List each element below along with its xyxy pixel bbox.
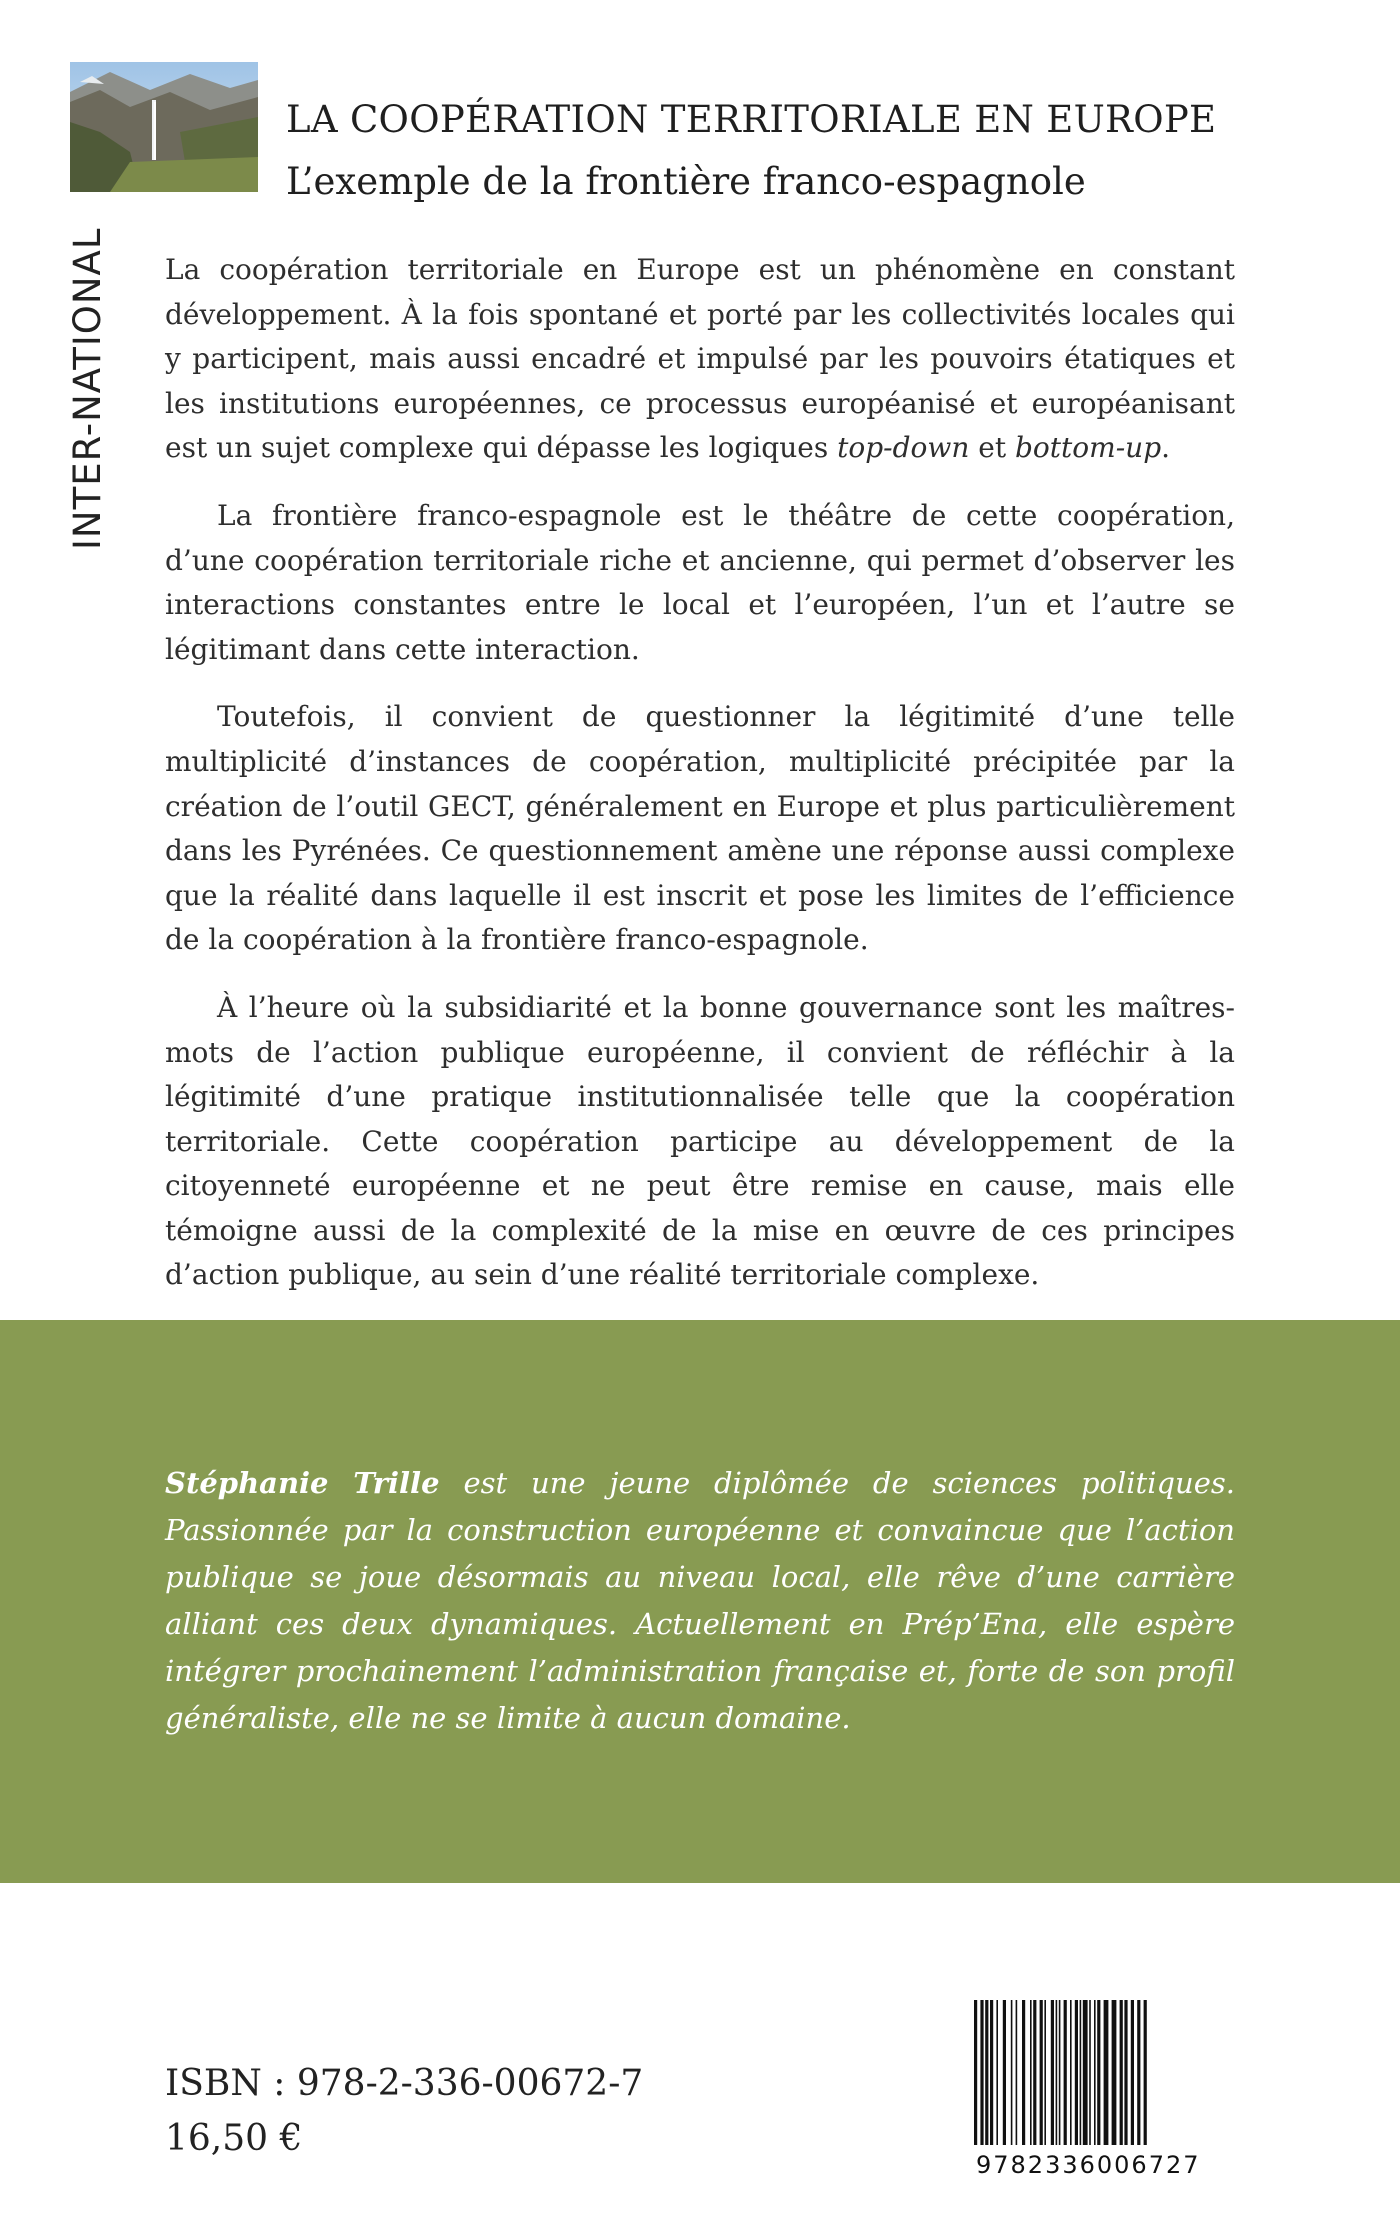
barcode-bar xyxy=(1056,2000,1058,2145)
barcode-bars xyxy=(958,1994,1230,2149)
author-bio xyxy=(165,1460,1235,1742)
author-bio-text: est une jeune diplômée de sciences politiques. Passionnée par la construction européenne et convaincue que l’action publique se joue désormais au niveau local, elle rêve d’une carrière alliant ces deux dynamiques. Actuellement en Prép’Ena, elle espère intégrer prochainement l’administration française et, forte de son profil généraliste, elle ne se limite à aucun domaine. xyxy=(165,1466,1235,1735)
summary-paragraph-1-text: La coopération territoriale en Europe est un phénomène en constant développement. À la fois spontané et porté par les collectivités locales qui y participent, mais aussi encadré et impulsé par les pouvoirs étatiques et les institutions européennes, ce processus européanisé et européanisant est un sujet complexe qui dépasse les logiques xyxy=(165,253,1235,465)
barcode-bar xyxy=(1097,2000,1100,2145)
barcode-bar xyxy=(990,2000,993,2145)
author-name: Stéphanie Trille xyxy=(165,1466,440,1500)
book-subtitle: L’exemple de la frontière franco-espagnole xyxy=(286,160,1086,203)
summary-paragraph-1 xyxy=(165,248,1235,471)
emphasis-bottom-up: bottom-up xyxy=(1015,431,1162,465)
barcode-bar xyxy=(1124,2000,1127,2145)
barcode-bar xyxy=(1051,2000,1054,2145)
barcode-bar xyxy=(1030,2000,1032,2145)
barcode-digits: 9782336006727 xyxy=(976,2151,1201,2179)
barcode-bar xyxy=(1022,2000,1025,2145)
barcode-bar xyxy=(1064,2000,1067,2145)
barcode-bar xyxy=(996,2000,998,2145)
isbn-label: ISBN : 978-2-336-00672-7 xyxy=(165,2063,644,2104)
barcode-bar xyxy=(1070,2000,1072,2145)
barcode-bar xyxy=(974,2000,977,2145)
summary-paragraph-2: La frontière franco-espagnole est le théâtre de cette coopération, d’une coopération territoriale riche et ancienne, qui permet d’observer les interactions constantes entre le local et l’européen, l’un et l’autre se légitimant dans cette interaction. xyxy=(165,498,1235,666)
barcode-bar xyxy=(980,2000,983,2145)
summary-paragraph-4: À l’heure où la subsidiarité et la bonne gouvernance sont les maîtres-mots de l’action publique européenne, il convient de réfléchir à la légitimité d’une pratique institutionnalisée telle que la coopération territoriale. Cette coopération participe au développement de la citoyenneté européenne et ne peut être remise en cause, mais elle témoigne aussi de la complexité de la mise en œuvre de ces principes d’action publique, au sein d’une réalité territoriale complexe. xyxy=(165,990,1235,1292)
cover-photo xyxy=(70,62,258,192)
barcode-bar xyxy=(1033,2000,1036,2145)
book-title: LA COOPÉRATION TERRITORIALE EN EUROPE xyxy=(286,98,1217,141)
barcode-bar xyxy=(1112,2000,1117,2145)
summary-paragraph-3: Toutefois, il convient de questionner la légitimité d’une telle multiplicité d’instances de coopération, multiplicité précipitée par la création de l’outil GECT, généralement en Europe et plus particulièrement dans les Pyrénées. Ce questionnement amène une réponse aussi complexe que la réalité dans laquelle il est inscrit et pose les limites de l’efficience de la coopération à la frontière franco-espagnole. xyxy=(165,700,1235,957)
summary-paragraph-1-end: . xyxy=(1161,431,1171,465)
barcode-bar xyxy=(1104,2000,1109,2145)
series-label: INTER-NATIONAL xyxy=(66,227,109,550)
mountain-waterfall-icon xyxy=(70,62,258,192)
barcode-bar xyxy=(1003,2000,1006,2145)
barcode-bar xyxy=(1094,2000,1096,2145)
emphasis-top-down: top-down xyxy=(837,431,970,465)
summary-paragraph-1-joiner: et xyxy=(969,431,1015,465)
barcode-bar xyxy=(1144,2000,1147,2145)
barcode-bar xyxy=(1044,2000,1046,2145)
barcode-bar xyxy=(1040,2000,1043,2145)
barcode-bar xyxy=(1059,2000,1061,2145)
barcode-bar xyxy=(1011,2000,1013,2145)
barcode-bar xyxy=(1120,2000,1123,2145)
barcode-bar xyxy=(1131,2000,1134,2145)
barcode-bar xyxy=(1016,2000,1018,2145)
barcode-bar xyxy=(1089,2000,1091,2145)
summary-text xyxy=(165,248,1235,1321)
barcode-bar xyxy=(985,2000,988,2145)
barcode-bar xyxy=(1083,2000,1088,2145)
price-label: 16,50 € xyxy=(165,2118,303,2159)
barcode-bar xyxy=(1080,2000,1082,2145)
barcode-bar xyxy=(1075,2000,1078,2145)
barcode-bar xyxy=(1137,2000,1140,2145)
